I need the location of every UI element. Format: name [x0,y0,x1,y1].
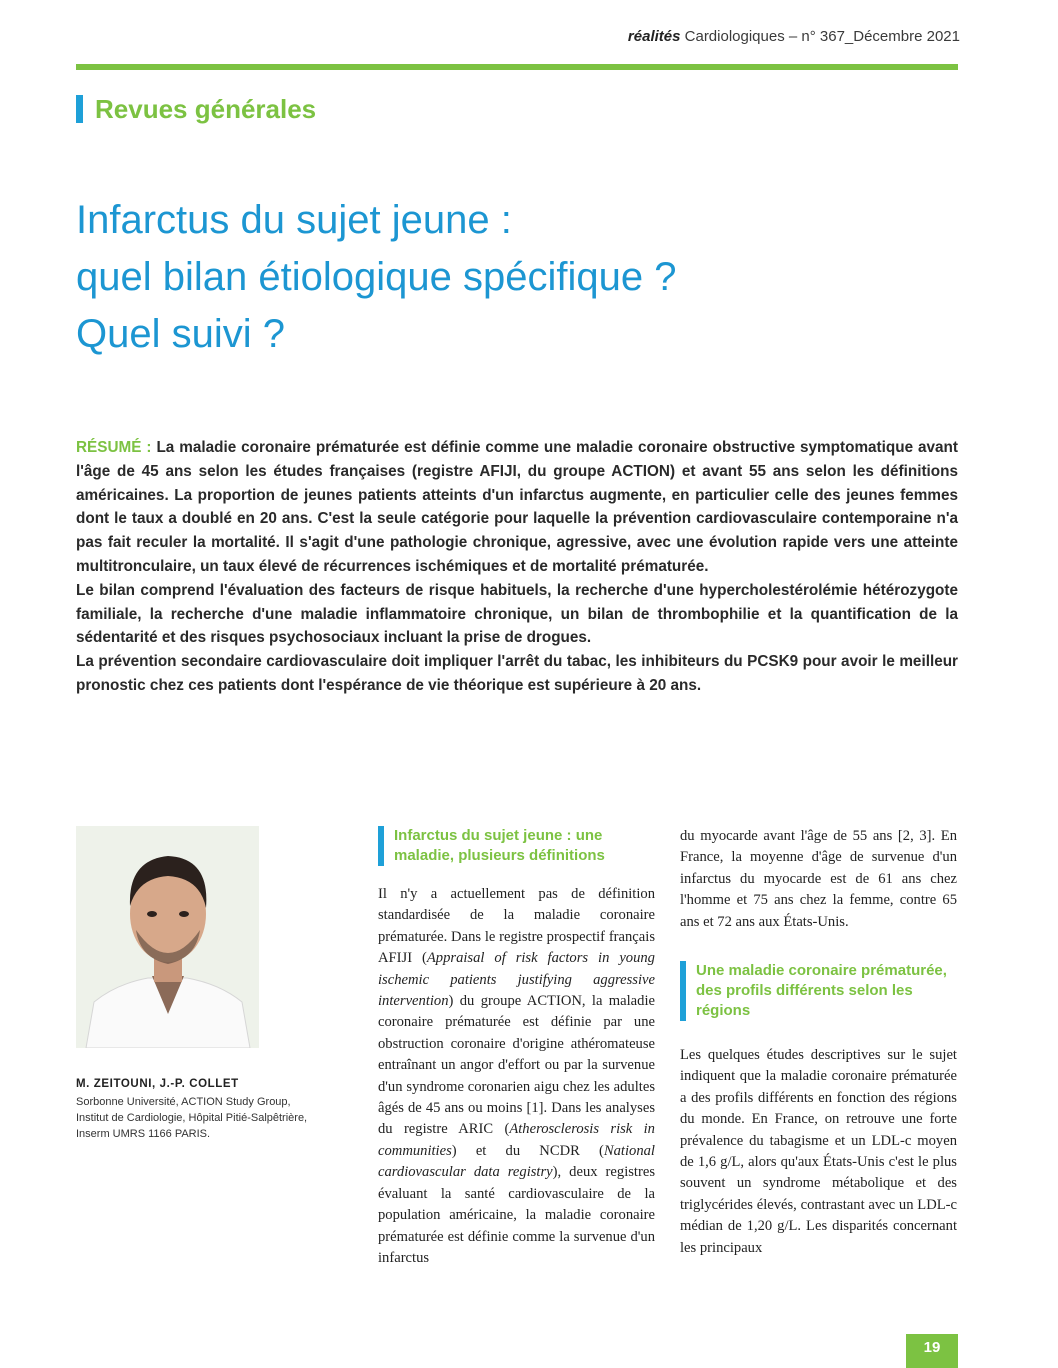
body-paragraph: Les quelques études descriptives sur le sujet indiquent que la maladie coronaire prématurée a des profils différents en fonction des régions du monde. En France, on retrouve une forte prévalence du tabagisme et un LDL-c moyen de 1,6 g/L, alors qu'aux États-Unis c'est le plus souvent un syndrome métabolique et des triglycérides élevés, contrastant avec un LDL-c médian de 1,20 g/L. Les disparités concernant les principaux [680,1047,957,1256]
article-title [76,192,956,363]
text-column-1 [378,826,655,1269]
title-line: Quel suivi ? [76,312,285,356]
section-marker [76,95,83,123]
journal-brand: réalités [627,28,681,45]
author-photo [76,826,259,1048]
journal-issue: Cardiologiques – n° 367_Décembre 2021 [684,28,960,45]
abstract [76,436,958,698]
author-names: M. ZEITOUNI, J.-P. COLLET [76,1078,239,1090]
subheading-text: Infarctus du sujet jeune : une maladie, plusieurs définitions [394,827,605,864]
author-block [76,1078,356,1142]
page-number: 19 [906,1334,958,1368]
body-paragraph: du myocarde avant l'âge de 55 ans [2, 3]. En France, la moyenne d'âge de survenue d'un infarctus du myocarde est de 61 ans chez l'homme et 75 ans chez la femme, contre 65 ans et 72 ans aux États-Unis. [680,828,957,930]
abstract-paragraph: Le bilan comprend l'évaluation des facteurs de risque habituels, la recherche d'une hypercholestérolémie hétérozygote familiale, la recherche d'une maladie inflammatoire chronique, un bilan de thrombophilie et la quantification de la sédentarité et des risques psychosociaux incluant la prise de drogues. [76,581,958,647]
body-paragraph: Il n'y a actuellement pas de définition standardisée de la maladie coronaire prématurée. Dans le registre prospectif français AFIJI (Appraisal of risk factors in young ischemic patients justifying aggressive intervention) du groupe ACTION, la maladie coronaire prématurée est définie par une obstruction coronaire d'origine athéromateuse entraînant un angor d'effort ou par la survenue d'un syndrome coronarien aigu chez les adultes âgés de 45 ans ou moins [1]. Dans les analyses du registre ARIC (Atherosclerosis risk in communities) et du NCDR (National cardiovascular data registry), deux registres évaluant la santé cardiovasculaire de la population américaine, la maladie coronaire prématurée est définie comme la survenue d'un infarctus [378,886,655,1266]
abstract-label: RÉSUMÉ : [76,439,152,456]
author-affiliation: Sorbonne Université, ACTION Study Group, Institut de Cardiologie, Hôpital Pitié-Salpêtrière, Inserm UMRS 1166 PARIS. [76,1096,308,1140]
subheading [680,961,957,1021]
section-heading [76,92,316,126]
author-portrait-icon [76,826,259,1048]
subheading-marker [378,826,384,866]
running-header [628,28,960,45]
title-line: Infarctus du sujet jeune : [76,198,512,242]
subheading-text: Une maladie coronaire prématurée, des profils différents selon les régions [696,962,947,1020]
section-label: Revues générales [95,93,317,124]
subheading [378,826,655,866]
text-column-2 [680,826,957,1259]
abstract-paragraph: RÉSUMÉ : La maladie coronaire prématurée est définie comme une maladie coronaire obstructive symptomatique avant l'âge de 45 ans selon les études françaises (registre AFIJI, du groupe ACTION) et avant 55 ans selon les définitions américaines. La proportion de jeunes patients atteints d'un infarctus augmente, en particulier celle des jeunes femmes dont le taux a doublé en 20 ans. C'est la seule catégorie pour laquelle la prévention cardiovasculaire contemporaine n'a pas fait reculer la mortalité. Il s'agit d'une pathologie chronique, agressive, avec une évolution rapide vers une atteinte multitronculaire, un taux élevé de récurrences ischémiques et de mortalité prématurée. [76,439,958,575]
header-rule [76,64,958,70]
abstract-paragraph: La prévention secondaire cardiovasculaire doit impliquer l'arrêt du tabac, les inhibiteurs du PCSK9 pour avoir le meilleur pronostic chez ces patients dont l'espérance de vie théorique est supérieure à 20 ans. [76,653,958,694]
title-line: quel bilan étiologique spécifique ? [76,255,677,299]
subheading-marker [680,961,686,1021]
